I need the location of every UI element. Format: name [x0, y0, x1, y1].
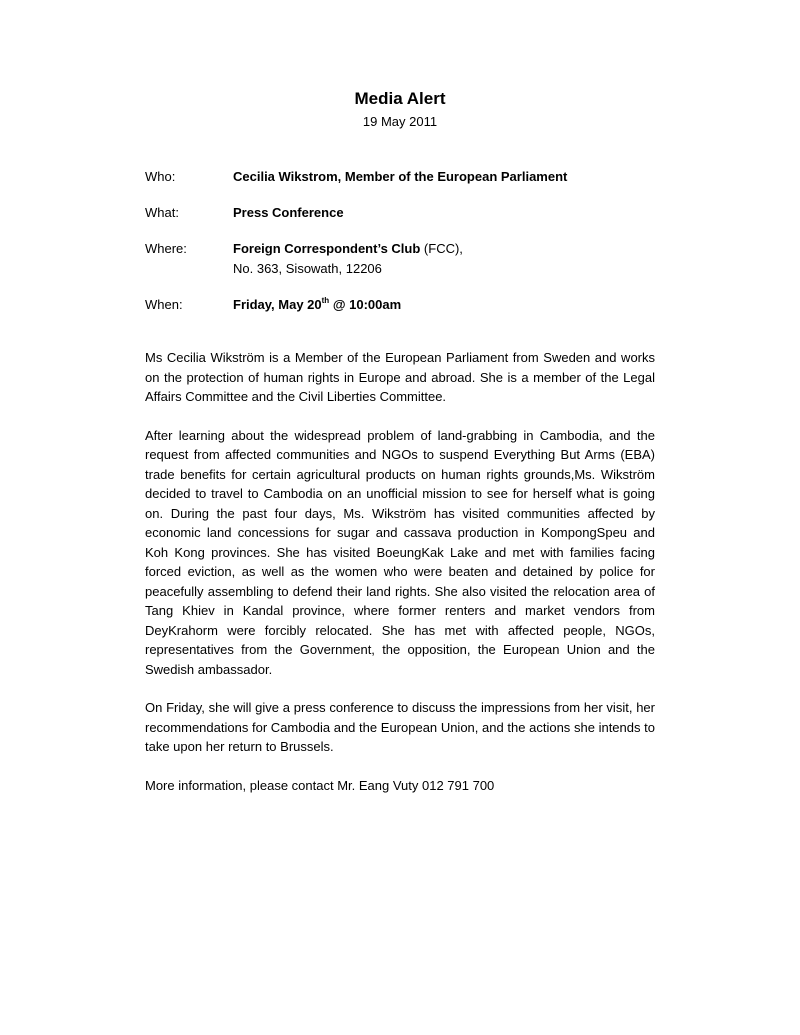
where-address: No. 363, Sisowath, 12206 — [233, 261, 382, 276]
detail-what — [145, 203, 665, 223]
when-ordinal: th — [321, 296, 330, 305]
where-venue: Foreign Correspondent’s Club — [233, 241, 421, 256]
alert-body — [145, 348, 655, 814]
when-time: @ 10:00am — [329, 297, 402, 312]
detail-label-when: When: — [145, 297, 183, 312]
where-venue-abbrev: (FCC), — [420, 241, 463, 256]
detail-value-what: Press Conference — [233, 205, 344, 220]
detail-who — [145, 167, 665, 187]
contact-info: More information, please contact Mr. Eang Vuty 012 791 700 — [145, 777, 495, 793]
event-details — [145, 167, 665, 331]
detail-where — [145, 239, 665, 279]
detail-when — [145, 295, 665, 315]
document-date: 19 May 2011 — [362, 114, 438, 129]
paragraph-intro: Ms Cecilia Wikström is a Member of the European Parliament from Sweden and works on the protection of human rights in Europe and abroad. She is a member of the Legal Affairs Committee and the Civil Liberties Committee. — [145, 350, 655, 404]
detail-value-where — [233, 239, 665, 279]
paragraph-background: After learning about the widespread problem of land-grabbing in Cambodia, and the request from affected communities and NGOs to suspend Everything But Arms (EBA) trade benefits for certain agricultural products on human rights grounds,Ms. Wikström decided to travel to Cambodia on an unofficial mission to see for herself what is going on. During the past four days, Ms. Wikström has visited communities affected by economic land concessions for sugar and cassava production in KompongSpeu and Koh Kong provinces. She has visited BoeungKak Lake and met with families facing forced eviction, as well as the women who were beaten and detained by police for peacefully assembling to defend their land rights. She also visited the relocation area of Tang Khiev in Kandal province, where former renters and market vendors from DeyKrahorm were forcibly relocated. She has met with affected people, NGOs, representatives from the Government, the opposition, the European Union and the Swedish ambassador. — [145, 427, 655, 677]
page-title: Media Alert — [354, 89, 446, 108]
detail-label-where: Where: — [145, 241, 187, 256]
detail-value-when — [233, 295, 665, 315]
detail-value-who: Cecilia Wikstrom, Member of the European Parliament — [233, 169, 568, 184]
paragraph-press-conference: On Friday, she will give a press conference to discuss the impressions from her visit, her recommendations for Cambodia and the European Union, and the actions she intends to take upon her return to Brussels. — [145, 700, 655, 754]
detail-label-what: What: — [145, 205, 179, 220]
when-day: Friday, May 20 — [233, 297, 322, 312]
detail-label-who: Who: — [145, 169, 176, 184]
